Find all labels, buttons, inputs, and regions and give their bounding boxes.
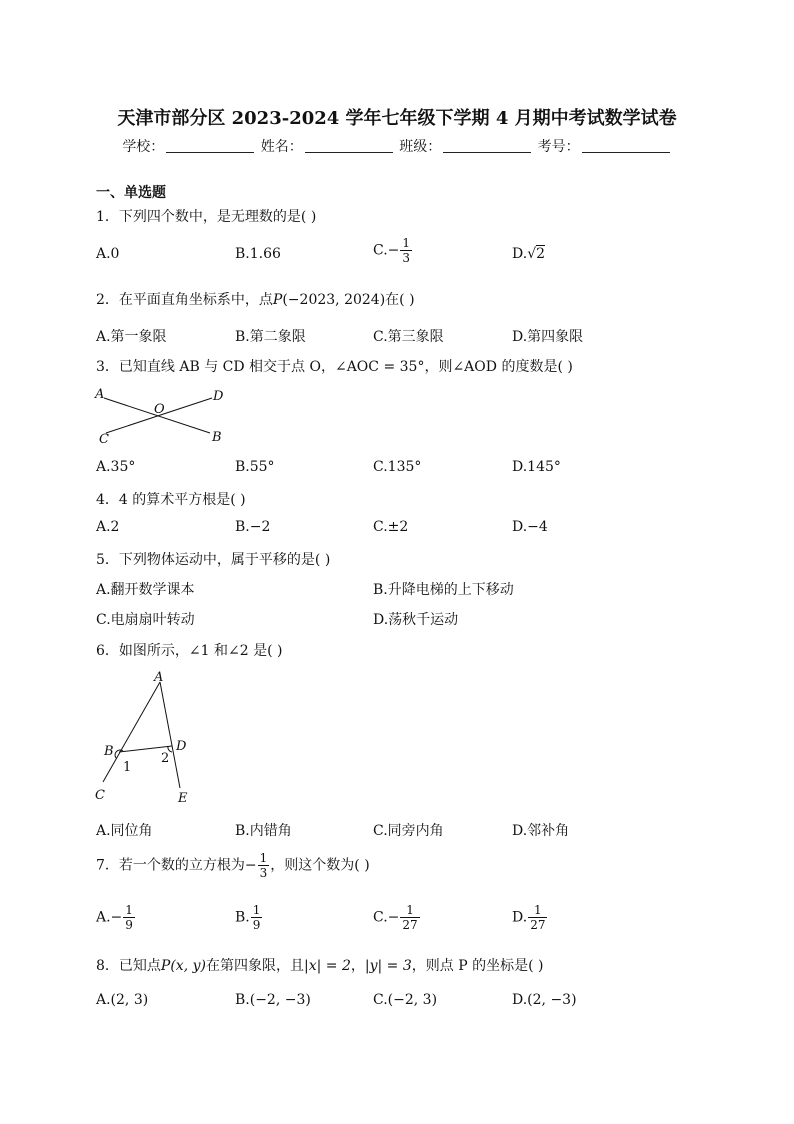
q8-point: P(x, y) <box>160 958 206 974</box>
label-a: A <box>154 670 164 685</box>
numerator: 1 <box>259 851 268 865</box>
option-prefix: B. <box>235 909 250 926</box>
numerator: 1 <box>125 903 133 917</box>
option-prefix: C.− <box>373 909 400 926</box>
label-d: D <box>213 389 224 404</box>
question-5-stem: 5．下列物体运动中，属于平移的是( ) <box>96 552 331 568</box>
minus-sign: − <box>244 857 257 874</box>
label-angle-2: 2 <box>161 751 170 766</box>
minus-sign: − <box>387 242 400 259</box>
q3-option-b: B.55° <box>235 459 275 475</box>
q1-option-c <box>373 236 413 265</box>
label-d: D <box>176 739 187 754</box>
q2-option-a: A.第一象限 <box>96 329 167 345</box>
fraction <box>258 851 270 880</box>
exam-number-blank[interactable] <box>582 138 670 153</box>
q8-abs-x: |x| = 2 <box>303 958 351 974</box>
q7-stem-pre: 7．若一个数的立方根为 <box>96 857 245 874</box>
fraction <box>123 903 135 932</box>
denominator: 3 <box>259 866 268 880</box>
q2-option-b: B.第二象限 <box>235 329 306 345</box>
label-b: B <box>212 430 222 445</box>
name-label: 姓名： <box>260 139 303 155</box>
exam-number-label: 考号： <box>537 139 580 155</box>
denominator: 3 <box>402 251 411 265</box>
question-2-stem <box>96 289 415 309</box>
line-ae <box>160 682 180 788</box>
fraction <box>251 903 263 932</box>
q8-option-b: B.(−2, −3) <box>235 992 311 1008</box>
fraction <box>400 903 419 932</box>
q2-option-d: D.第四象限 <box>512 329 584 345</box>
label-e: E <box>178 791 188 806</box>
radicand: 2 <box>536 246 546 262</box>
q2-option-c: C.第三象限 <box>373 329 444 345</box>
label-o: O <box>154 402 165 417</box>
q3-option-c: C.135° <box>373 459 422 475</box>
numerator: 1 <box>402 236 411 250</box>
denominator: 9 <box>252 918 261 932</box>
label-b: B <box>104 744 114 759</box>
q8-stem-mid: 在第四象限，且 <box>205 958 304 974</box>
option-prefix: A.− <box>96 909 123 926</box>
option-prefix: D. <box>512 909 528 926</box>
denominator: 27 <box>402 918 418 932</box>
q3-option-d: D.145° <box>512 459 561 475</box>
q7-stem-post: ，则这个数为( ) <box>270 857 370 874</box>
question-7-stem <box>96 851 370 880</box>
q6-option-c: C.同旁内角 <box>373 823 444 839</box>
q2-stem-pre: 2．在平面直角坐标系中，点 <box>96 292 273 308</box>
q8-abs-y: |y| = 3 <box>364 958 412 974</box>
q1-option-d <box>512 246 545 262</box>
numerator: 1 <box>400 903 419 918</box>
q8-stem-pre: 8．已知点 <box>96 958 161 974</box>
label-c: C <box>99 432 109 446</box>
numerator: 1 <box>252 903 261 917</box>
q3-intersecting-lines-figure <box>92 384 232 446</box>
q7-option-a <box>96 903 136 932</box>
class-blank[interactable] <box>443 138 531 153</box>
q7-option-d <box>512 903 548 932</box>
q4-option-a: A.2 <box>96 519 120 535</box>
question-6-stem: 6．如图所示，∠1 和∠2 是( ) <box>96 643 283 659</box>
question-1-stem: 1．下列四个数中，是无理数的是( ) <box>96 209 317 225</box>
q8-separator: ， <box>350 958 365 974</box>
q1-option-c-prefix: C. <box>373 242 388 259</box>
q4-option-c: C.±2 <box>373 519 409 535</box>
q3-option-a: A.35° <box>96 459 136 475</box>
sqrt-sign: √ <box>527 246 537 262</box>
q5-option-d: D.荡秋千运动 <box>373 612 459 628</box>
q1-option-d-prefix: D. <box>512 246 528 262</box>
fraction <box>528 903 547 932</box>
q6-option-a: A.同位角 <box>96 823 153 839</box>
q7-option-b <box>235 903 263 932</box>
q2-point: P <box>272 292 283 308</box>
question-3-stem: 3．已知直线 AB 与 CD 相交于点 O，∠AOC = 35°，则∠AOD 的度数是( ) <box>96 359 573 375</box>
label-angle-1: 1 <box>123 760 132 775</box>
q8-option-c: C.(−2, 3) <box>373 992 438 1008</box>
denominator: 9 <box>125 918 133 932</box>
name-blank[interactable] <box>305 138 393 153</box>
q8-option-a: A.(2, 3) <box>96 992 149 1008</box>
q2-stem-post: 在( ) <box>385 292 415 308</box>
q5-option-b: B.升降电梯的上下移动 <box>373 582 514 598</box>
q4-option-d: D.−4 <box>512 519 548 535</box>
fraction <box>400 236 412 265</box>
label-c: C <box>95 788 105 803</box>
q7-option-c <box>373 903 421 932</box>
q1-option-a: A.0 <box>96 246 120 262</box>
q6-option-d: D.邻补角 <box>512 823 570 839</box>
school-label: 学校： <box>122 139 165 155</box>
question-8-stem <box>96 955 543 975</box>
school-blank[interactable] <box>166 138 254 153</box>
q8-stem-post: ，则点 P 的坐标是( ) <box>411 958 544 974</box>
denominator: 27 <box>530 918 546 932</box>
q4-option-b: B.−2 <box>235 519 271 535</box>
q6-option-b: B.内错角 <box>235 823 292 839</box>
q8-option-d: D.(2, −3) <box>512 992 577 1008</box>
question-4-stem: 4．4 的算术平方根是( ) <box>96 492 246 508</box>
q6-triangle-figure <box>92 668 202 808</box>
q5-option-c: C.电扇扇叶转动 <box>96 612 195 628</box>
class-label: 班级： <box>399 139 442 155</box>
line-ac <box>103 682 160 782</box>
numerator: 1 <box>528 903 547 918</box>
q5-option-a: A.翻开数学课本 <box>96 582 195 598</box>
exam-title: 天津市部分区 2023-2024 学年七年级下学期 4 月期中考试数学试卷 <box>117 108 677 129</box>
label-a: A <box>95 387 105 402</box>
q1-option-b: B.1.66 <box>235 246 281 262</box>
student-info-line <box>0 136 794 156</box>
q2-coords: (−2023, 2024) <box>282 292 386 308</box>
section-heading: 一、单选题 <box>96 185 166 201</box>
